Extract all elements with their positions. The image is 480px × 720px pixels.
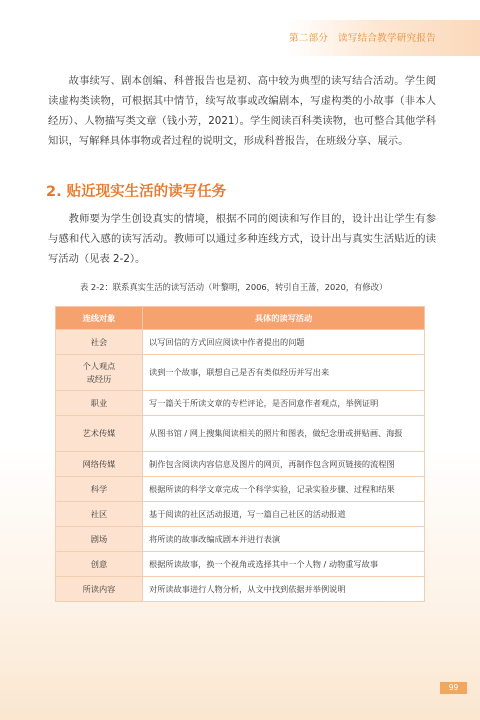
table-row <box>56 552 425 577</box>
target-cell: 网络传媒 <box>56 452 143 477</box>
reading-writing-table <box>55 306 425 602</box>
page-number: 99 <box>448 683 459 692</box>
table-row <box>56 502 425 527</box>
target-cell: 所读内容 <box>56 577 143 602</box>
activity-cell: 根据所读故事，换一个视角或选择其中一个人物 / 动物重写故事 <box>143 552 425 577</box>
activity-cell: 以写回信的方式回应阅读中作者提出的问题 <box>143 330 425 355</box>
target-cell: 个人观点 或经历 <box>56 355 143 391</box>
table-row <box>56 391 425 416</box>
target-cell: 科学 <box>56 477 143 502</box>
paragraph-1: 故事续写、剧本创编、科普报告也是初、高中较为典型的读写结合活动。学生阅读虚构类读物，可根据其中情节，续写故事或改编剧本，写虚构类的小故事（非本人经历）、人物描写类文章（钱小芳，2021）。学生阅读百科类读物，也可整合其他学科知识，写解释具体事物或者过程的说明文，形成科普报告，在班级分享、展示。 <box>48 75 436 147</box>
target-cell: 社区 <box>56 502 143 527</box>
table-caption: 表 2-2：联系真实生活的读写活动（叶黎明，2006，转引自王蔷，2020，有修改） <box>80 282 388 292</box>
header-cell-target: 连线对象 <box>56 307 143 330</box>
target-cell: 职业 <box>56 391 143 416</box>
activity-cell: 将所读的故事改编成剧本并进行表演 <box>143 527 425 552</box>
target-cell: 创意 <box>56 552 143 577</box>
table-header-row <box>56 307 425 330</box>
table-row <box>56 527 425 552</box>
section-title: 2. 贴近现实生活的读写任务 <box>46 184 227 200</box>
table-row <box>56 477 425 502</box>
table-row <box>56 355 425 391</box>
activity-cell: 从图书馆 / 网上搜集阅读相关的照片和图表，做纪念册或拼贴画、海报 <box>143 416 425 452</box>
table-row <box>56 416 425 452</box>
activity-cell: 制作包含阅读内容信息及图片的网页，再制作包含网页链接的流程图 <box>143 452 425 477</box>
table-row <box>56 577 425 602</box>
activity-cell: 基于阅读的社区活动报道，写一篇自己社区的活动报道 <box>143 502 425 527</box>
activity-cell: 对所读故事进行人物分析，从文中找到依据并举例说明 <box>143 577 425 602</box>
activity-cell: 根据所读的科学文章完成一个科学实验，记录实验步骤、过程和结果 <box>143 477 425 502</box>
target-cell: 社会 <box>56 330 143 355</box>
activity-cell: 写一篇关于所读文章的专栏评论，是否同意作者观点，举例证明 <box>143 391 425 416</box>
header-cell-activity: 具体的读写活动 <box>143 307 425 330</box>
paragraph-2: 教师要为学生创设真实的情境，根据不同的阅读和写作目的，设计出让学生有参与感和代入感的读写活动。教师可以通过多种连线方式，设计出与真实生活贴近的读写活动（见表 2-2）。 <box>48 213 436 265</box>
table-row <box>56 330 425 355</box>
table-row <box>56 452 425 477</box>
target-cell: 剧场 <box>56 527 143 552</box>
target-cell: 艺术传媒 <box>56 416 143 452</box>
running-header: 第二部分 读写结合教学研究报告 <box>288 33 436 44</box>
activity-cell: 读到一个故事，联想自己是否有类似经历并写出来 <box>143 355 425 391</box>
